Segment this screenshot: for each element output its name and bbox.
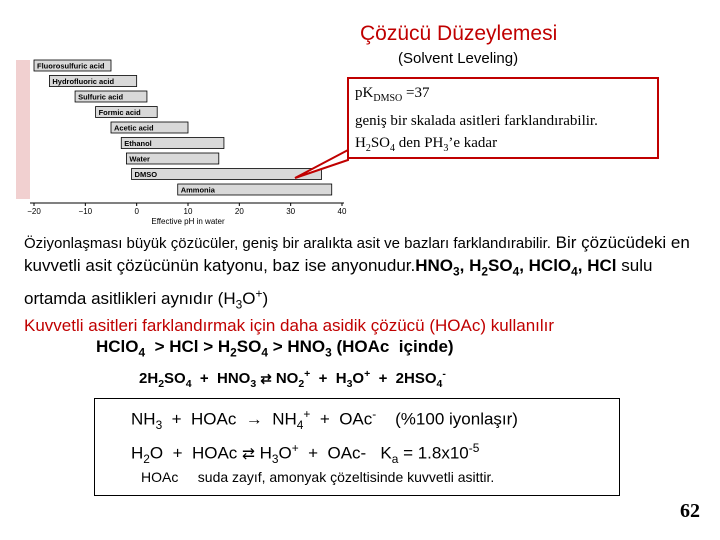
solvent-label: Acetic acid	[114, 123, 154, 133]
x-tick-label: 40	[337, 207, 347, 216]
x-tick-label: 0	[134, 207, 139, 216]
para-hoac-note: Kuvvetli asitleri farklandırmak için daha asidik çözücü (HOAc) kullanılır	[24, 316, 555, 336]
acid-strength-order: HClO$_4$ > HCl > $H_2SO_4 > HNO_3$ (HOAc içinde)	[96, 337, 454, 360]
x-tick-label: −10	[78, 207, 93, 216]
slide-title: Çözücü Düzeylemesi	[360, 22, 558, 45]
solvent-label: Hydrofluoric acid	[52, 77, 115, 87]
callout-line-span: $H_2SO_4$ den $PH_3’e$ kadar	[355, 135, 498, 154]
x-axis-label: Effective pH in water	[151, 217, 225, 226]
para-same-acidity: sulu ortamda asitlikleri aynıdır $(H_3O^+)$	[24, 256, 653, 312]
solvent-label: DMSO	[134, 170, 158, 180]
x-tick-label: −20	[27, 207, 41, 216]
x-tick-label: 30	[286, 207, 296, 216]
x-tick-label: 10	[183, 207, 193, 216]
slide-subtitle: (Solvent Leveling)	[398, 50, 519, 67]
para-rest: Bir çözücüdeki en kuvvetli asit çözücünün katyonu, baz ise anyonudur.	[24, 233, 690, 275]
callout-pointer-shape	[295, 150, 348, 178]
box-row-nh3: $NH_3$ + HOAc → $NH_4^+ + OAc^-$ (%100 iyonlaşır)	[131, 407, 518, 433]
solvent-label: Ethanol	[124, 139, 152, 149]
box-row-hoac-note: HOAc suda zayıf, amonyak çözeltisinde kuvvetli asittir.	[141, 469, 495, 485]
solvent-label: Formic acid	[98, 108, 141, 118]
para-intro: Öziyonlaşması büyük çözücüler, geniş bir aralıkta asit ve bazları farklandırabilir.	[24, 235, 551, 252]
solvent-label: Fluorosulfuric acid	[37, 61, 105, 71]
ammonia-hoac-box	[94, 398, 620, 496]
nitric-acid-equation: $2H_2SO_4 + HNO_3$ ⇄ $NO_2^+ + H_3O^+ + 2HSO_4^-$	[139, 368, 446, 390]
body-paragraph	[24, 232, 714, 337]
callout-line-pk: $pK_{DMSO} =37$	[355, 85, 430, 104]
box-row-water: $H_2O$ + HOAc ⇄ $H_3O^+ + OAc-$ $K_a = 1.8x10^{-5}$	[131, 441, 480, 467]
page-number: 62	[680, 500, 700, 522]
para-acids: $HNO_3$, $H_2SO_4$, HClO$_4$, HCl	[415, 256, 617, 279]
callout-line-range: geniş bir skalada asitleri farklandırabilir.	[355, 113, 598, 129]
solvent-label: Water	[129, 154, 150, 164]
solvent-label: Sulfuric acid	[78, 92, 124, 102]
solvent-label: Ammonia	[180, 185, 215, 195]
x-tick-label: 20	[234, 207, 244, 216]
